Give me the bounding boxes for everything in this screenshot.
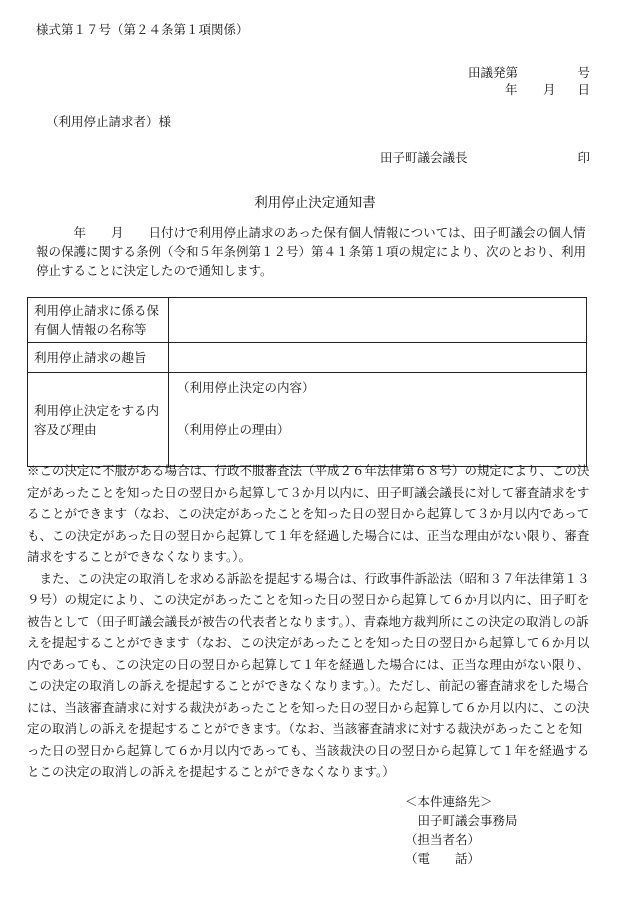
issue-number-suffix: 号 [577, 65, 590, 80]
contact-heading: ＜本件連絡先＞ [405, 794, 493, 809]
contact-office: 田子町議会事務局 [405, 813, 518, 828]
cell-information-name [169, 298, 587, 343]
appeal-notice [27, 460, 592, 783]
date-day-label: 日 [577, 82, 590, 97]
issue-number-prefix: 田議発第 [468, 65, 519, 80]
row-label-decision: 利用停止決定をする内容及び理由 [28, 373, 169, 467]
form-number: 様式第１７号（第２４条第１項関係） [36, 22, 249, 37]
appeal-notice-paragraph: ※この決定に不服がある場合は、行政不服審査法（平成２６年法律第６８号）の規定により、この決定があったことを知った日の翌日から起算して３か月以内に、田子町議会議長に対して審査請求をすることができます（なお、この決定があったことを知った日の翌日から起算して３か月以内であっても、この決定があった日の翌日から起算して１年を経過した場合には、正当な理由がない限り、審査請求をすることができなくなります。）。 [27, 463, 590, 564]
table-row [28, 373, 587, 467]
decision-table [27, 297, 587, 467]
table-row [28, 343, 587, 373]
contact-person: （担当者名） [405, 832, 481, 847]
date-month-label: 月 [543, 82, 556, 97]
row-label-request-purpose: 利用停止請求の趣旨 [28, 343, 169, 373]
table-row [28, 298, 587, 343]
contact-block [405, 792, 518, 868]
decision-content-label: （利用停止決定の内容） [177, 380, 315, 395]
cell-request-purpose [169, 343, 587, 373]
cell-decision [169, 373, 587, 467]
seal-mark: 印 [577, 150, 590, 165]
row-label-information-name: 利用停止請求に係る保有個人情報の名称等 [28, 298, 169, 343]
addressee: （利用停止請求者）様 [46, 114, 172, 129]
body-paragraph-text: 年 月 日付けで利用停止請求のあった保有個人情報については、田子町議会の個人情報の保護に関する条例（令和５年条例第１２号）第４１条第１項の規定により、次のとおり、利用停止することに決定したので通知します。 [36, 225, 587, 278]
decision-reason-label: （利用停止の理由） [177, 422, 290, 437]
sender-name: 田子町議会議長 [380, 150, 468, 165]
contact-phone: （電 話） [405, 851, 481, 866]
body-paragraph [36, 223, 591, 280]
document-title: 利用停止決定通知書 [254, 195, 376, 211]
date-year-label: 年 [505, 82, 518, 97]
lawsuit-notice-paragraph: また、この決定の取消しを求める訴訟を提起する場合は、行政事件訴訟法（昭和３７年法律第１３９号）の規定により、この決定があったことを知った日の翌日から起算して６か月以内に、田子町を被告として（田子町議会議長が被告の代表者となります。）、青森地方裁判所にこの決定の取消しの訴えを提起することができます（なお、この決定があったことを知った日の翌日から起算して６か月以内であっても、この決定の日の翌日から起算して１年を経過した場合には、正当な理由がない限り、この決定の取消しの訴えを提起することができなくなります。）。ただし、前記の審査請求をした場合には、当該審査請求に対する裁決があったことを知った日の翌日から起算して６か月以内に、この決定の取消しの訴えを提起することができます。（なお、当該審査請求に対する裁決があったことを知った日の翌日から起算して６か月以内であっても、当該裁決の日の翌日から起算して１年を経過するとこの決定の取消しの訴えを提起することができなくなります。） [27, 570, 590, 779]
